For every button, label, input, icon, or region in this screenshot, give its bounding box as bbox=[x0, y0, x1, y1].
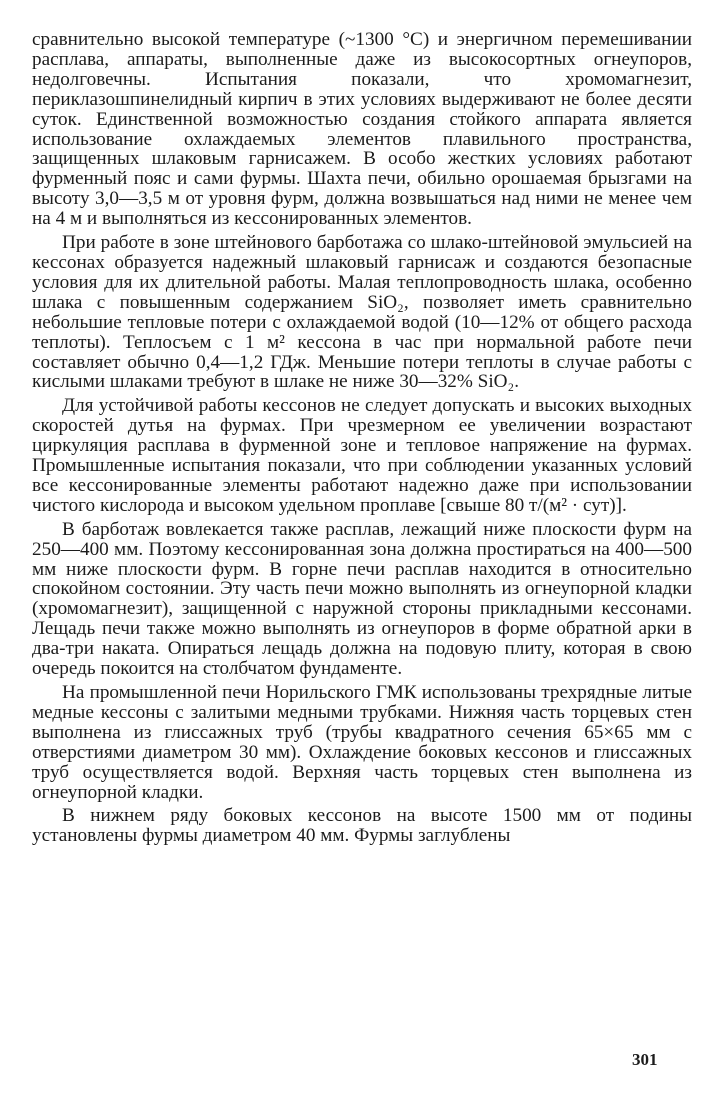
paragraph-5: На промышленной печи Норильского ГМК использованы трехрядные литые медные кессоны с залитыми медными трубками. Нижняя часть торцевых стен выполнена из глиссажных труб (трубы квадратного сечения 65×65 мм с отверстиями диаметром 30 мм). Охлаждение боковых кессонов и глиссажных труб осуществляется водой. Верхняя часть торцевых стен выполнена из огнеупорной кладки. bbox=[32, 682, 692, 803]
paragraph-3: Для устойчивой работы кессонов не следует допускать и высоких выходных скоростей дутья на фурмах. При чрезмерном ее увеличении возрастают циркуляция расплава в фурменной зоне и тепловое напряжение на фурмах. Промышленные испытания показали, что при соблюдении указанных условий все кессонированные элементы работают надежно даже при использовании чистого кислорода и высоком удельном проплаве [свыше 80 т/(м² · сут)]. bbox=[32, 395, 692, 516]
paragraph-2: При работе в зоне штейнового барботажа со шлако-штейновой эмульсией на кессонах образуется надежный шлаковый гарнисаж и создаются безопасные условия для их длительной работы. Малая теплопроводность шлака, особенно шлака с повышенным содержанием SiO₂, позволяет иметь сравнительно небольшие тепловые потери с охлаждаемой водой (10—12% от общего расхода теплоты). Теплосъем с 1 м² кессона в час при нормальной работе печи составляет обычно 0,4—1,2 ГДж. Меньшие потери теплоты в случае работы с кислыми шлаками требуют в шлаке не ниже 30—32% SiO₂. bbox=[32, 232, 692, 393]
page-number: 301 bbox=[632, 1050, 658, 1069]
paragraph-4: В барботаж вовлекается также расплав, лежащий ниже плоскости фурм на 250—400 мм. Поэтому кессонированная зона должна простираться на 400—500 мм ниже плоскости фурм. В горне печи расплав находится в относительно спокойном состоянии. Эту часть печи можно выполнять из огнеупорной кладки (хромомагнезит), защищенной с наружной стороны прикладными кессонами. Лещадь печи также можно выполнять из огнеупоров в форме обратной арки в два-три наката. Опираться лещадь должна на подовую плиту, которая в свою очередь покоится на столбчатом фундаменте. bbox=[32, 518, 692, 680]
paragraph-6: В нижнем ряду боковых кессонов на высоте 1500 мм от подины установлены фурмы диаметром 40 мм. Фурмы заглублены bbox=[32, 805, 692, 847]
page-body bbox=[32, 30, 692, 850]
paragraph-1: сравнительно высокой температуре (~1300 °C) и энергичном перемешивании расплава, аппараты, выполненные даже из высокосортных огнеупоров, недолговечны. Испытания показали, что хромомагнезит, периклазошпинелидный кирпич в этих условиях выдерживают не более десяти суток. Единственной возможностью создания стойкого аппарата является использование охлаждаемых элементов плавильного пространства, защищенных шлаковым гарнисажем. В особо жестких условиях работают фурменный пояс и сами фурмы. Шахта печи, обильно орошаемая брызгами на высоту 3,0—3,5 м от уровня фурм, должна возвышаться над ними не менее чем на 4 м и выполняться из кессонированных элементов. bbox=[32, 29, 692, 230]
